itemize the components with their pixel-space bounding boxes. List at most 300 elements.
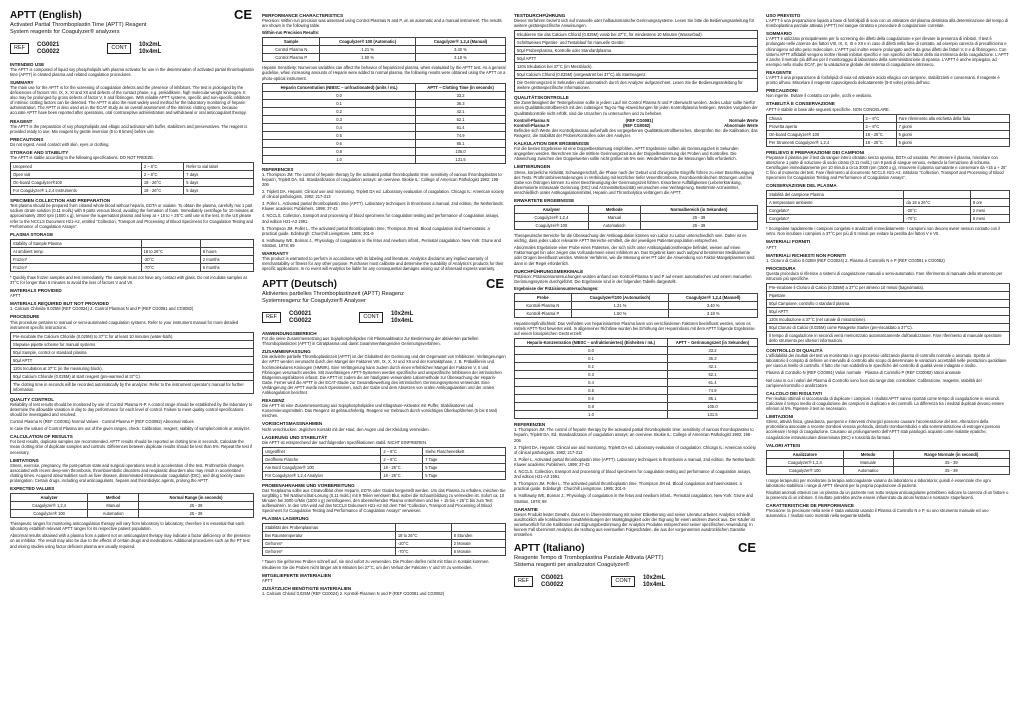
table-cell: Unopened — [11, 163, 142, 171]
list-item: 6. Hathaway WE, Bonnar J., Physiology of coagulation in the fetus and newborn infant., Perinatal coagulation. New York: Grune and Stratton, 1978; 69 — [262, 237, 501, 248]
storage-table-german — [262, 447, 506, 480]
table-row — [11, 163, 254, 171]
heparin-text-german: Heparinempfindlichkeit: Das Verhalten von heparinisiertem Plasma kann von verschiedenen Faktoren beeinflusst werden, wenn es mittels APTT-Test bewertet wird. In allgemeiner Richtlinie wurden bei Erhöhung der Heparindosis mit dem APTT folgende Ergebnisse auf einem fotooptischen Gerät erzielt: — [514, 321, 755, 337]
table-cell: 25 - 39 — [893, 466, 1009, 474]
section-text: L'affidabilità dei risultati del test va monitorata in ogni processo utilizzando plasma di controllo normale o anomalo. Spetta al laboratorio il compito di definire un intervallo di controllo allo scopo di determinare le variazioni accettabili nelle prestazioni quotidiane per ciascun livello di controllo. Il fatto che non soddisfino le specifiche del controllo di qualità viene indagato e risolto. — [766, 353, 1007, 369]
section-text: L'APTT è una preparazione di fosfolipidi di soia ed attivatore acido ellagico con tampone, stabilizzanti e conservanti. Il reagente è pronto all'uso. Miscelare il reagente capovolgendo delicatamente (5-8 volte) prima dell'uso. — [766, 75, 1000, 86]
subtitle-english: Activated Partial Thromboplastin Time (APTT) Reagent — [10, 22, 147, 28]
ref-codes: CG0021 CG0022 — [541, 574, 564, 588]
table-cell: Inkubieren Sie das Calcium Chlorid (0.025M) vorab bei 37°C, für mindestens 10 Minuten (Wasserbad). — [515, 31, 758, 39]
table-cell: 85.1 — [416, 139, 506, 147]
table-row — [263, 455, 506, 463]
table-cell: Control Plasma N — [263, 46, 320, 54]
table-cell: At ambient temp. — [11, 247, 142, 255]
section-text: APTT — [766, 244, 777, 250]
table-cell: 25 - 39 — [139, 510, 254, 518]
procedure-table-italian — [766, 283, 1010, 345]
table-cell: For Coagulyzer® 1,2,4 Instruments — [11, 187, 142, 195]
expected-table-italian — [766, 450, 1010, 475]
sections-english-3 — [10, 275, 254, 330]
storage-table-english — [10, 162, 254, 195]
list-item: 5. Thompson JM, Poller L. The activated partial thromboplastin time, Thompson JM ed. Blood coagulation and haemostasis: a practical guide. Edinburgh: Churchill Livingstone, 1985; 301-9 — [514, 481, 742, 492]
table-cell: Für Coagulyzer® 1,2,4 Analyser — [263, 471, 381, 479]
sections-italian-3 — [766, 226, 1010, 281]
table-cell: -20°C — [395, 540, 451, 548]
references-heading-german: REFERENZEN — [514, 422, 546, 428]
table-cell: 42.1 — [416, 107, 506, 115]
heparin-table-german — [514, 338, 758, 419]
lim-text: Stress, körperliche Aktivität, Schwangerschaft, die Phase nach der Geburt und chirurgische Eingriffe führen zu einer Beschleunigung des Tests. Prothrombinveränderungen in Verbindung mit kürzlicher tiefer Venenthrombose, thromboembolischen Störungen und bei Gabe von Östrogen können zu einer Beschleunigung der Gerinnungszeit führen. Erworbene Auffälligkeiten (Lebererkrankung, disseminierte intravasale Gerinnung (DIC) und Arzneimitteltoxizität) verursachen eine Verlängerung. Bestimmte Arzneimittel, einschließlich oraler Antikoagulationsmittel, Heparin und Thrombolytica verlängern die APTT. — [514, 169, 754, 195]
expected-table-english — [10, 493, 254, 518]
qc-rows — [514, 118, 758, 128]
table-row — [11, 356, 254, 364]
table-header-cell: Analyzer — [11, 494, 88, 502]
table-row — [263, 91, 506, 99]
table-cell: Coagulyzer® 100 — [767, 466, 844, 474]
table-cell: Coagulyzer® 1,2,4 — [11, 502, 88, 510]
table-row — [263, 540, 506, 548]
section-heading: STABILITÀ E CONSERVAZIONE — [766, 101, 835, 107]
section-heading: MATERIALI FORNITI — [766, 239, 811, 245]
table-cell: 25 - 39 — [893, 458, 1009, 466]
section-text: * Tauen Sie gefrorene Proben schnell auf, sie sind sofort zu verwenden. Die Proben dürfen nicht mit Glas in Kontakt kommen. Inkubieren Sie die Proben nicht länger als 5 Minuten bei 37°C, um den Verlust der Faktoren V und VII zu vermeiden. — [262, 559, 490, 570]
table-row — [767, 130, 1010, 138]
table-cell — [395, 524, 451, 532]
table-header-cell: Normal Range (in seconds) — [139, 494, 254, 502]
table-cell: 2 months — [200, 255, 253, 263]
section-text: I range terapeutici per monitorare la terapia anticoagulante variano da laboratorio a laboratorio; quindi è essenziale che ogni laboratorio stabilisca i range di APTT rilevanti per la propria popolazione di pazienti. — [766, 477, 991, 488]
table-cell: 2 – 8°C — [141, 163, 183, 171]
list-item: 3. Poller L. Activated partial thromboplastin time (APTT). Laboratory techniques in thrombosis a manual, 2nd edition, the Netherlands: Kluwer academic Publishers, 1999; 37-43 — [262, 201, 504, 212]
section-heading: PROCEDURA — [766, 265, 796, 271]
table-header-row — [263, 38, 506, 46]
table-row — [767, 308, 1010, 316]
table-row — [767, 138, 1010, 146]
table-cell: 74.9 — [416, 131, 506, 139]
section-text: 1. Calcium Chlorid 0,025M (REF CG0024) 2. Kontroll-Plasmen N und P (REF CG0081 und CG0082) — [262, 590, 445, 596]
warranty-heading-german: GARANTIE — [514, 506, 538, 512]
calc-heading: KALKULATION DER ERGEBNISSE — [514, 141, 590, 147]
table-cell: 3.40 % — [415, 46, 505, 54]
section-heading: INTENDED USE — [10, 61, 45, 67]
subtitle2-italian: Sistema reagenti per analizzatori Coagulyzer® — [514, 561, 630, 568]
table-cell: Coagulyzer® 1,2,4 — [515, 214, 589, 222]
section-heading: MITGELIEFERTE MATERIALIEN — [262, 572, 332, 578]
section-heading: SPECIMEN COLLECTION AND PREPARATION — [10, 198, 111, 204]
sections-italian-1 — [766, 13, 1010, 112]
table-header-cell: Method — [88, 494, 139, 502]
list-item: 6. Hathaway WE, Bonnar J., Physiology of coagulation in the fetus and newborn infant., Perinatal coagulation. New York: Grune and Stratton, 1978; 69 — [514, 493, 753, 504]
ce-mark-icon: CE — [485, 276, 504, 292]
table-cell: 61.4 — [416, 123, 506, 131]
section-heading: QUALITY CONTROL — [10, 396, 55, 402]
perf-sub: Within-run Precision Results: — [262, 30, 320, 36]
column-english — [10, 10, 254, 718]
qc-cell: Kontroll-Plasma N — [514, 117, 550, 123]
table-row — [263, 155, 506, 163]
table-row — [515, 379, 758, 387]
table-cell: 18 - 26°C — [863, 138, 896, 146]
expected-table-german — [514, 205, 758, 230]
section-text: Preparare il plasma per il test da sangue intero citratato senza eparina, EDTA od ossalato. Per ottenere il plasma, miscelare con attenzione 1 parte di soluzione di sodio citrato (0.11 mol/L) con 9 parti di sangue venoso, evitando la formazione di schiuma. Centrifugare immediatamente per 10 minuti a circa 3000 rpm (1500 x g), rimuovere il plasma surnatante e conservare da +15 a + 25° C fino al momento del test. Fare riferimento al documento NCCLS H21-A2, intitolato "Collection, Transport and Processing of Blood Specimens for Coagulation Testing and Performance of Coagulation Assays". — [766, 154, 1008, 181]
table-cell: 85.1 — [668, 395, 758, 403]
table-row — [515, 387, 758, 395]
test-text: Dieses Verfahren bezieht sich auf manuelle oder halbautomatische Gerinnungssysteme. Lesen Sie bitte die Bedienungsanleitung für weitere gerätespezifische Anweisungen. — [514, 18, 755, 29]
table-cell: 0.4 — [515, 379, 668, 387]
table-cell: -70°C — [395, 548, 451, 556]
table-cell: Stepwise pipette scheme for manual systems — [11, 340, 254, 348]
table-row — [263, 54, 506, 62]
table-row — [515, 63, 758, 71]
table-header-cell: Analizzatore — [767, 450, 844, 458]
table-cell: 18 to 26°C — [141, 247, 200, 255]
section-text: 1. Calcium Chloride 0.025M (REF CG0024) 2. Control Plasmas N and P (REF CG0081 and CG0082) — [10, 306, 194, 312]
section-heading: VORSICHTSMASSNAHMEN — [262, 421, 323, 427]
table-cell: 50µl Calcium Chlorid (0.025M) (vorgewärmt bei 37°C) als Startreagenz. — [515, 71, 758, 79]
table-row — [515, 39, 758, 47]
table-cell: 0.5 — [515, 387, 668, 395]
header-english — [10, 10, 254, 56]
table-cell: 74.9 — [668, 387, 758, 395]
precision-table-german — [514, 293, 758, 318]
ref-row-german — [262, 311, 506, 325]
section-heading: REAGENT — [10, 118, 33, 124]
references-heading: REFERENCES — [262, 166, 294, 172]
table-row — [263, 123, 506, 131]
section-text: Die APTT ist entsprechend der nachfolgenden Spezifikationen stabil. NICHT EINFRIEREN. — [262, 439, 428, 445]
table-cell: 120s Inkubation bei 37°C (im Messblock). — [515, 63, 758, 71]
section-heading: PRECAUTIONS — [10, 136, 44, 142]
table-cell: Schrittweises Pipettier- und Testablauf für manuelle Geräte: — [515, 39, 758, 47]
table-cell: 0.2 — [263, 107, 416, 115]
list-item: 4. NCCLS. Collection, transport and processing of blood specimens for coagulation testing and performance of coagulation assays, 2nd edition H21-A3 1991. — [262, 213, 500, 224]
table-cell: 1.21 % — [320, 46, 416, 54]
section-text: Nicht verschlucken. Jeglichen Kontakt mit der Haut, den Augen und der Kleidung vermeiden. — [262, 426, 430, 432]
table-cell: Fare riferimento alla etichetta della fiala — [896, 114, 1009, 122]
section-heading: PRECAUZIONI — [766, 88, 798, 94]
table-cell: 3.40 % — [669, 302, 758, 310]
table-header-cell: Coagulyzer® 1,2,4 (Manual) — [415, 38, 505, 46]
section-text: Do not ingest. Avoid contact with skin, eyes or clothing. — [10, 141, 110, 147]
table-row — [11, 348, 254, 356]
qc-cell: Abnormale Werte — [724, 122, 758, 128]
plasma-table-italian — [766, 190, 1010, 223]
table-cell: Stability of Sample Plasma — [11, 239, 142, 247]
section-text: This procedure pertains to manual or semi-automated coagulation systems. Refer to your instrument manual for more detailed instrument specific instructions. — [10, 319, 239, 330]
table-cell: Per Strumenti Coagulyzer® 1,2,4 — [767, 138, 864, 146]
ref-codes: CG0021 CG0022 — [37, 41, 60, 55]
precision-table — [262, 37, 506, 62]
sections-english-5 — [10, 521, 254, 548]
storage-table-italian — [766, 114, 1010, 147]
column-italian — [766, 10, 1010, 718]
perf-heading-german: DURCHFÜHRUNGSMERKMALE — [514, 268, 584, 274]
sections-italian-4 — [766, 348, 1010, 448]
table-header-row — [767, 450, 1010, 458]
table-header-cell: Probe — [515, 294, 572, 302]
table-header-row — [515, 294, 758, 302]
table-header-row — [263, 83, 506, 91]
table-cell: Automatico — [843, 466, 893, 474]
table-row — [767, 191, 1010, 199]
table-cell: 105.0 — [416, 147, 506, 155]
section-heading: PRELIEVO E PREPARAZIONE DEI CAMPIONI — [766, 149, 865, 155]
table-row — [263, 524, 506, 532]
ref-symbol: REF — [10, 43, 29, 54]
section-text: Stress, exercise, pregnancy, the post-partum state and surgical operations result in acceleration of the test. Prothrombin changes associated with recent deep-vein thrombosis, thromboembolic disorders and neoplastic disorders also may result in accelerated clotting times. Acquired abnormalities such as liver disease, disseminated intravascular coagulation (DIC), and drug toxicity cause prolongation. Certain drugs, including oral anticoagulants, heparin and thrombolytic agents, prolong the APTT. — [10, 462, 245, 483]
table-row — [515, 310, 758, 318]
table-cell: Provetta aperta — [767, 122, 864, 130]
table-cell: 5 Tage — [423, 463, 506, 471]
table-cell: 5 days — [184, 187, 254, 195]
table-cell: 18 - 26°C — [381, 471, 423, 479]
cont-symbol: CONT — [107, 43, 131, 54]
sections-german-2 — [262, 483, 506, 522]
section-heading: PLASMA STORAGE — [10, 231, 54, 237]
table-cell: Manual — [88, 502, 139, 510]
table-row — [11, 255, 254, 263]
section-text: APTT — [262, 577, 273, 583]
section-heading: CONSERVAZIONE DEL PLASMA — [766, 183, 837, 189]
header-german — [262, 276, 506, 325]
table-cell: 0.4 — [263, 123, 416, 131]
table-cell: -70°C — [141, 263, 200, 271]
list-item: 2. Triplett DA. Heparin: Clinical use and monitoring. Triplett DA ed. Laboratory evaluation of coagulation. Chicago IL: American society of clinical pathologists, 1982; 217-313 — [514, 444, 756, 455]
table-row — [11, 263, 254, 271]
section-heading: STORAGE AND STABILITY — [10, 150, 69, 155]
table-header-cell: Sample — [263, 38, 320, 46]
table-row — [515, 55, 758, 63]
section-text: Non ingerire. Evitare il contatto con pelle, occhi e vestiario. — [766, 93, 873, 99]
table-cell: 105.0 — [668, 403, 758, 411]
table-cell: Kontroll-Plasma N — [515, 302, 572, 310]
table-row — [263, 46, 506, 54]
table-cell: 52.1 — [416, 115, 506, 123]
table-cell: 0.1 — [515, 355, 668, 363]
column-performance-german — [262, 10, 506, 718]
table-cell: 1.21 % — [571, 302, 669, 310]
table-cell: 50µl APTT — [11, 356, 254, 364]
table-cell: 2 – 8°C — [863, 114, 896, 122]
table-row — [263, 471, 506, 479]
section-text: * Scongelare rapidamente i campioni congelati e analizzarli immediatamente. I campioni non devono avere nessun contatto con il vetro. Non incubare i campioni a 37°C per più di 5 minuti per evitare la perdita dei fattori V e VII. — [766, 226, 1001, 237]
table-cell: 131.5 — [416, 155, 506, 163]
table-cell: 0.6 — [515, 395, 668, 403]
section-heading: SOMMARIO — [766, 31, 792, 37]
references-list — [262, 172, 506, 248]
table-cell: Frozen* — [11, 263, 142, 271]
table-cell: 0.2 — [515, 363, 668, 371]
list-item: 1. Thompson JM. The control of heparin therapy by the activated partial thromboplastin time: sensitivity of various thromboplastins to heparin, Triplett DA, Ed. Standardization of coagulation assays: an overview. Skokie IL: College of American Pathologist 1982; 195-206 — [262, 171, 502, 187]
table-cell: 0.3 — [263, 115, 416, 123]
table-cell — [904, 191, 970, 199]
section-text: Therapeutic ranges for monitoring anticoagulation therapy will vary from laboratory to laboratory; therefore it is essential that each laboratory establish relevant APTT ranges for its respective patient population. — [10, 521, 245, 532]
table-cell: Congelato* — [767, 215, 904, 223]
section-text: Stress, attività fisica, gravidanza, puerperio e interventi chirurgici possono causare l'accelerazione del test. Alterazioni della protrombina associate a recente trombosi venosa profonda, disturbi tromboembolici e alla somministrazione di estrogeni possono accelerare i tempi di coagulazione. Causano un prolungamento dell'APTT stati patologici acquisiti come malattie epatiche, coagulazione intravascolare disseminata (DIC) e tossicità da farmaci. — [766, 419, 1001, 440]
table-cell: Gefroren* — [263, 548, 396, 556]
ref-codes: CG0021 CG0022 — [289, 310, 312, 324]
table-row — [11, 502, 254, 510]
section-heading: PROBENAHNAHME UND VORBEREITUNG — [262, 482, 355, 488]
title-english: APTT (English) — [10, 10, 82, 21]
table-row — [263, 115, 506, 123]
table-row — [11, 332, 254, 340]
section-heading: VALORI ATTESI — [766, 442, 801, 448]
plasma-table-english — [10, 239, 254, 272]
section-heading: EXPECTED VALUES — [10, 486, 55, 492]
table-cell: 0.8 — [515, 403, 668, 411]
column-german-continued — [514, 10, 758, 718]
table-header-row — [515, 206, 758, 214]
table-cell: Am Bord Coagulyzer® 100 — [263, 463, 381, 471]
table-cell: 33.2 — [416, 91, 506, 99]
table-row — [11, 364, 254, 372]
section-text: Die APTT ist eine Zusammensetzung aus Sojaphospholipiden und Ellagsäure-Aktivator mit Puffer, Stabilisatoren und Konservierungsmitteln. Das Reagenz ist gebrauchsfertig. Reagenz vor Gebrauch durch vorsichtiges Überkopfdrehen (5 bis 8 Mal) mischen. — [262, 403, 498, 419]
table-row — [11, 372, 254, 380]
table-cell: 42.1 — [668, 363, 758, 371]
section-text: 1. Cloruro di Calcio 0.025M (REF CG0024) 2. Plasma di Controllo N e P (REF CG0081 e CG0082) — [766, 257, 945, 263]
section-text: Questa procedura si riferisce a sistemi di coagulazione manuali o semi-automatici. Fare riferimento al manuale dello strumento per istruzioni più specifiche. — [766, 270, 1003, 281]
table-row — [515, 395, 758, 403]
table-cell: 50µl APTT — [767, 308, 1010, 316]
table-cell: 0.6 — [263, 139, 416, 147]
section-text: Reliability of test results should be monitored by use of Control Plasma N-P. A control range should be established by the laboratory to determine the allowable variation in day to day performance for each level of control. Failure to meet quality control specifications should be investigated and resolved. — [10, 401, 253, 417]
table-row — [263, 447, 506, 455]
section-heading: PROCEDURE — [10, 314, 40, 320]
table-cell: 18 - 26°C — [141, 179, 183, 187]
table-cell: 5 giorni — [896, 138, 1009, 146]
qc-heading: QUALITÄTSKONTROLLE — [514, 95, 569, 101]
plasma-table-german — [262, 523, 506, 556]
table-row — [515, 79, 758, 92]
section-heading: CALCOLO DEI RISULTATI — [766, 390, 822, 396]
table-cell: Coagulyzer® 100 — [515, 222, 589, 230]
heparin-table — [262, 83, 506, 164]
table-cell: Die Gerinnungszeit in Sekunden wird automatisch durch den Analyzer aufgezeichnet. Lesen Sie die Bedienungsanleitung für weitere gerätespezifische Informationen. — [515, 79, 758, 92]
table-cell: 36.3 — [416, 99, 506, 107]
table-row — [515, 411, 758, 419]
qc-cell: Normale Werte — [729, 117, 758, 123]
table-cell: 2 – 8°C — [381, 455, 423, 463]
cont-volumes: 10x2mL 10x4mL — [390, 310, 414, 324]
table-row — [515, 355, 758, 363]
table-header-cell: Coagulyzer® 1,2,4 (Manuell) — [669, 294, 758, 302]
section-heading: MATERIALS REQUIRED BUT NOT PROVIDED — [10, 301, 109, 307]
table-row — [515, 363, 758, 371]
table-cell: Kontroll-Plasma P — [515, 310, 572, 318]
table-header-cell: Normalbereich (in Sekunden) — [640, 206, 757, 214]
table-cell: Ungeöffnet — [263, 447, 381, 455]
table-cell: 131.5 — [668, 411, 758, 419]
table-cell: 6 Monate — [451, 548, 505, 556]
section-heading: ANWENDUNGSBEREICH — [262, 330, 317, 336]
table-cell: 50µl Probenplasma, Kontrolle oder Standardplasma — [515, 47, 758, 55]
ce-mark-icon: CE — [737, 540, 756, 556]
perf-text: Precision: Within-run precision was assessed using Control Plasmas N and P, on an automatic and a manual instrument. The results are shown in the following table. — [262, 18, 502, 29]
table-header-cell: APTT – Clotting Time (in seconds) — [416, 83, 506, 91]
table-row — [11, 510, 254, 518]
heparin-text: Heparin Sensitivity: Numerous variables can affect the behavior of heparinized plasma, when evaluated by the APTT test. As a general guideline, when increasing amounts of Heparin were added to normal plasma, the following results were obtained using the APTT on a photo-optical instrument. — [262, 65, 506, 81]
table-row — [767, 199, 1010, 207]
section-text: In case the values of Control Plasma are out of the given ranges, check: Calibration, reagent, stability of sample/controls or analyzer. — [10, 426, 251, 432]
table-cell: Control Plasma P — [263, 54, 320, 62]
table-row — [515, 403, 758, 411]
table-row — [11, 179, 254, 187]
table-cell: Stabilità del campione Plasma — [767, 191, 904, 199]
table-header-cell: Heparin Concentration (NIBSC – unfractionated) (units / mL) — [263, 83, 416, 91]
table-cell: 18 - 26°C — [141, 187, 183, 195]
table-row — [767, 324, 1010, 332]
table-cell: 1.50 % — [571, 310, 669, 318]
table-cell: 5 Tage — [423, 471, 506, 479]
table-cell: 1.0 — [515, 411, 668, 419]
lim-heading: LIMITIERUNGEN — [514, 164, 551, 170]
table-row — [11, 380, 254, 393]
section-text: Die aktivierte partielle Thromboplastinzeit (APTT) ist der Globaltest der Gerinnung und der Gegenwart von Inhibitoren. Verlängerungen der APTT werden verursacht durch den Mangel der Faktoren VIII, IX, X, XI und XII und der Kontaktphase, z. B. Präkallikrein und hochmolekulares Kininogen (HMWK). Eine Verlängerung kann zudem durch einen erheblichen Mangel der Faktoren V, II und Fibrinogen verursacht werden. Mit zuverlässigen APTT-Systemen werden spezifische und unspezifische Inhibitoren der intrinsischen Blutgerinnungsfaktoren erfasst. Die APTT ist zudem die am häufigsten verwendete Labormethode zur Überwachung der Heparin-Gabe. Ferner wird die APTT in der ECAT-Studie zur Gesamtbewertung des intrinsischen Gerinnungssystems verwendet. Eine Verlängerung der APTT wurde nach Operationen, nach der Gabe und dem Absetzen von oralen Antikoagulantien und der oralen Antikoagulation berichtet. — [262, 354, 506, 395]
table-cell: 1.50 % — [320, 54, 416, 62]
table-cell: 2 – 8°C — [381, 447, 423, 455]
table-cell: 0.5 — [263, 131, 416, 139]
table-cell: 18 - 26°C — [381, 463, 423, 471]
table-cell — [200, 239, 253, 247]
procedure-table-english — [10, 332, 254, 394]
table-cell: 3.18 % — [669, 310, 758, 318]
table-cell: 50µl Cloruro di Calcio (0.025M) come Reagente Starter (pre-riscaldato a 37°C). — [767, 324, 1010, 332]
table-cell: 2 Monate — [451, 540, 505, 548]
ref-symbol: REF — [514, 576, 533, 587]
table-cell: 7 days — [184, 171, 254, 179]
list-item: 4. NCCLS. Collection, transport and processing of blood specimens for coagulation testing and performance of coagulation assays, 2nd edition H21-A3 1991. — [514, 469, 752, 480]
list-item: 1. Thompson JM. The control of heparin therapy by the activated partial thromboplastin time: sensitivity of various thromboplastins to heparin, Triplett DA, Ed. Standardization of coagulation assays: an overview. Skokie IL: College of American Pathologist 1982; 195-206 — [514, 427, 754, 443]
section-text: The APTT is the preparation of soy phospholipids and ellagic acid activator with buffer, stabilizers and preservatives. The reagent is provided ready to use. Mix reagent by gentle inversion (5 to 8 times) before use. — [10, 123, 248, 134]
procedure-table-german — [514, 30, 758, 92]
table-row — [263, 107, 506, 115]
table-row — [515, 371, 758, 379]
table-row — [767, 292, 1010, 300]
table-cell: da 18 a 26°C — [904, 199, 970, 207]
table-cell: Pipettare — [767, 292, 1010, 300]
cont-symbol: CONT — [611, 576, 635, 587]
section-text: Für die seine Zusammensetzung aus Sojaphospholipiden mit Plasmaaktivator zur Bestimmung der aktivierten partiellen Thromboplastinzeit (APTT) in Citratplasma und damit zusammenhängenden Gerinnungsverfahren. — [262, 336, 479, 347]
table-row — [263, 548, 506, 556]
table-row — [767, 332, 1010, 345]
table-cell: Congelato* — [767, 207, 904, 215]
section-text: Nel caso in cui i valori del Plasma di Controllo sono fuori dai range dati, controllare: Calibrazione, reagente, stabilità del campione/controllo o analizzatore. — [766, 377, 982, 388]
table-cell: 6 mesi — [970, 215, 1009, 223]
table-cell: 25 - 39 — [640, 222, 757, 230]
qc-text: Die Zuverlässigkeit der Testergebnisse sollte in jedem Lauf mit Control Plasma N und P überwacht werden. Jedes Labor sollte hierfür einen Qualitätskontrollbereich mit den zulässigen Tag-zu-Tag-Abweichungen für jeden Kontrollplasma festlegen. Werden Vorgaben der Qualitätskontrolle nicht erfüllt, sind die Ursachen zu untersuchen und zu beheben. — [514, 100, 758, 116]
table-cell — [451, 524, 505, 532]
table-row — [767, 316, 1010, 324]
table-cell: 2 – 8°C — [141, 171, 183, 179]
section-text: Risultati anomali ottenuti con un plasma da un paziente non sotto terapia anticoagulante potrebbero indicare la carenza di un fattore o la presenza di un inibitore. Il risultato potrebbe anche essere influenzato da alcuni farmaci e sostanze stupefacenti. — [766, 489, 1009, 500]
table-row — [11, 171, 254, 179]
exp-text: Therapeutische Bereiche für die Überwachung der Antikoagulation können von Labor zu Labor unterschiedlich sein. Daher ist es wichtig, dass jedes Labor relevante APTT Bereiche ermittelt, die der jeweiligen Patientenpopulation entsprechen. — [514, 233, 747, 244]
table-row — [767, 466, 1010, 474]
section-text: The APTT is composed of liquid soy phospholipids with plasma activator for use in the determination of activated partial thromboplastin time (APTT) in citrated plasma and related coagulation procedures. — [10, 66, 254, 77]
sections-german-1 — [262, 331, 506, 445]
qc-cell: Kontroll-Plasma P — [514, 122, 550, 128]
section-text: L'APTT è utilizzato principalmente per lo screening dei difetti della coagulazione e per rilevare la presenza di inibitori. Il test è prolungato nelle carenze dei fattori VIII, IX, X, XI e XII e in caso di difetti nella fase di contatto, ad esempio carenza di precallicreina e chininogeno ad alto peso molecolare. L'APTT può inoltre essere prolungato anche da gravi difetti dei fattori V, II e di fibrinogeno. Con sistemi APTT affidabili vengono inoltre rilevati inibitori specifici e non specifici dei fattori della via intrinseca della coagulazione. L'APTT è anche il metodo più diffuso per il monitoraggio di laboratorio della somministrazione di eparina. L'APTT è anche impiegato, ad esempio nello studio ECAT, per la valutazione globale del sistema di coagulazione intrinseco. — [766, 36, 1009, 67]
table-row — [263, 139, 506, 147]
sections-italian-5 — [766, 478, 1010, 519]
table-cell: 3.18 % — [415, 54, 505, 62]
warranty-text: This product is warranted to perform in accordance with its labeling and literature. Analytics disclaims any implied warranty of merchantability or fitness for any other purpose. Purchaser must calibrate and determine the suitability of Analytics's products for their specific applications. In no event will Analytics be liable for any consequential damages arising out of aforesaid express warranty. — [262, 256, 504, 272]
perf-heading: PERFORMANCE CHARACTERISTICS — [262, 13, 344, 18]
table-row — [767, 207, 1010, 215]
ce-mark-icon: CE — [233, 10, 252, 22]
table-row — [767, 122, 1010, 130]
